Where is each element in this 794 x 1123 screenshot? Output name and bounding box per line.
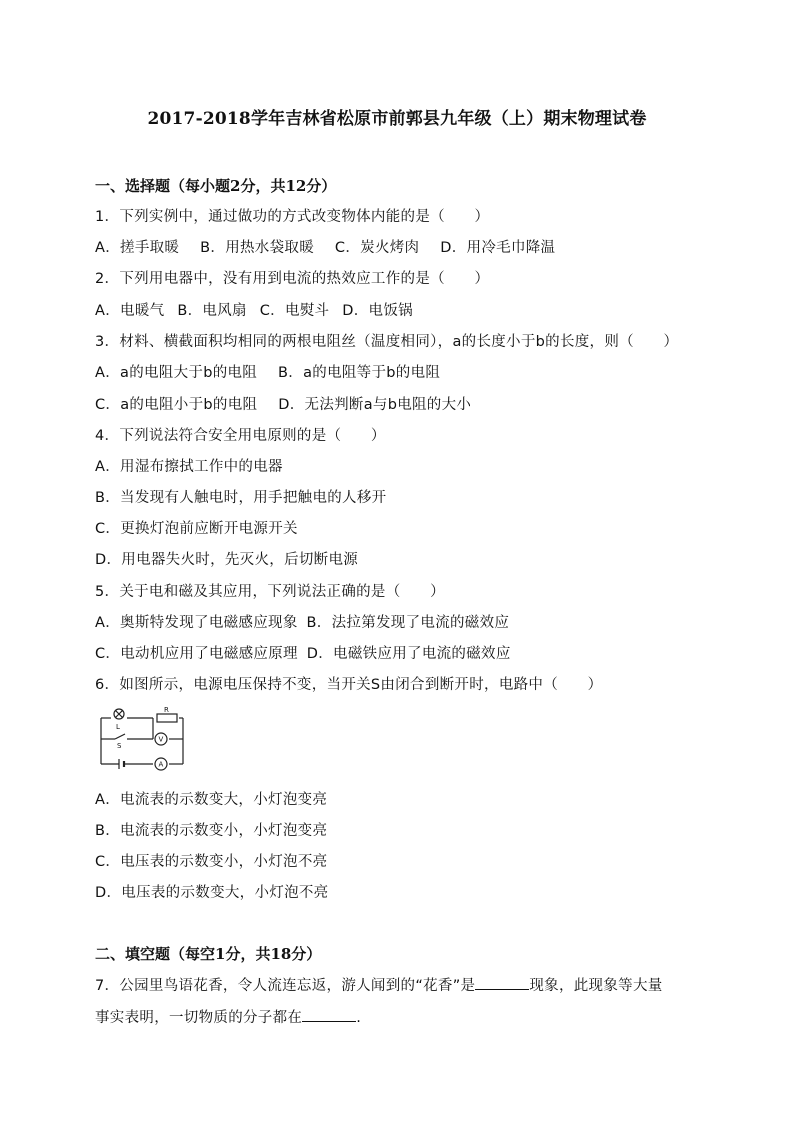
option-b: B．法拉第发现了电流的磁效应 (306, 615, 510, 631)
lamp-icon (114, 709, 124, 719)
question-3-options-row2 (95, 393, 471, 414)
option-d: D．电饭锅 (342, 303, 413, 319)
battery-icon (119, 759, 124, 769)
option-c: C．a的电阻小于b的电阻 (95, 397, 258, 413)
option-c: C．电熨斗 (259, 303, 330, 319)
option-b: B．当发现有人触电时，用手把触电的人移开 (95, 490, 387, 506)
option-d: D．电磁铁应用了电流的磁效应 (306, 646, 511, 662)
resistor-label: R (164, 706, 169, 714)
page-title: 2017-2018学年吉林省松原市前郭县九年级（上）期末物理试卷 (147, 109, 647, 129)
question-6-stem: 6．如图所示，电源电压保持不变，当开关S由闭合到断开时，电路中（ ） (95, 677, 603, 693)
question-2-options (95, 299, 413, 320)
ammeter-label: A (158, 760, 164, 769)
question-7-text: 7．公园里鸟语花香，令人流连忘返，游人闻到的“花香”是 (95, 978, 476, 994)
option-c: C．更换灯泡前应断开电源开关 (95, 521, 298, 537)
option-a: A．用湿布擦拭工作中的电器 (95, 459, 283, 475)
question-4-stem: 4．下列说法符合安全用电原则的是（ ） (95, 428, 386, 444)
option-a: A．搓手取暖 (95, 240, 180, 256)
option-a: A．奥斯特发现了电磁感应现象 (95, 615, 298, 631)
option-b: B．电风扇 (177, 303, 247, 319)
question-1-options (95, 236, 555, 257)
question-5-options-row2 (95, 642, 511, 663)
question-7-line2 (95, 1006, 361, 1027)
question-2-stem: 2．下列用电器中，没有用到电流的热效应工作的是（ ） (95, 271, 490, 287)
question-1-stem: 1．下列实例中，通过做功的方式改变物体内能的是（ ） (95, 209, 490, 225)
question-3-stem: 3．材料、横截面积均相同的两根电阻丝（温度相同），a的长度小于b的长度，则（ ） (95, 334, 679, 350)
question-5-options-row1 (95, 611, 509, 632)
question-7-text: 现象，此现象等大量 (529, 978, 663, 994)
option-c: C．炭火烤肉 (334, 240, 420, 256)
option-c: C．电压表的示数变小，小灯泡不亮 (95, 854, 328, 870)
circuit-diagram (97, 706, 189, 772)
question-7-text: 事实表明，一切物质的分子都在 (95, 1010, 303, 1026)
option-b: B．电流表的示数变小，小灯泡变亮 (95, 823, 328, 839)
option-b: B．a的电阻等于b的电阻 (278, 365, 441, 381)
question-5-stem: 5．关于电和磁及其应用，下列说法正确的是（ ） (95, 584, 445, 600)
lamp-label: L (116, 723, 120, 731)
question-7-text: . (356, 1010, 362, 1026)
option-d: D．电压表的示数变大，小灯泡不亮 (95, 885, 329, 901)
question-3-options-row1 (95, 361, 440, 382)
answer-blank (302, 1007, 356, 1022)
option-d: D．用电器失火时，先灭火，后切断电源 (95, 552, 359, 568)
option-b: B．用热水袋取暖 (200, 240, 314, 256)
question-7-line1 (95, 974, 663, 995)
section-heading-fill-blank: 二、填空题（每空1分，共18分） (95, 945, 322, 963)
option-a: A．电流表的示数变大，小灯泡变亮 (95, 792, 328, 808)
resistor-icon (157, 714, 177, 722)
option-d: D．无法判断a与b电阻的大小 (278, 397, 472, 413)
section-heading-choice: 一、选择题（每小题2分，共12分） (95, 177, 337, 195)
option-a: A．电暖气 (95, 303, 165, 319)
answer-blank (475, 975, 529, 990)
switch-label: S (117, 742, 122, 750)
option-a: A．a的电阻大于b的电阻 (95, 365, 258, 381)
option-c: C．电动机应用了电磁感应原理 (95, 646, 298, 662)
option-d: D．用冷毛巾降温 (440, 240, 556, 256)
voltmeter-label: V (158, 735, 164, 744)
